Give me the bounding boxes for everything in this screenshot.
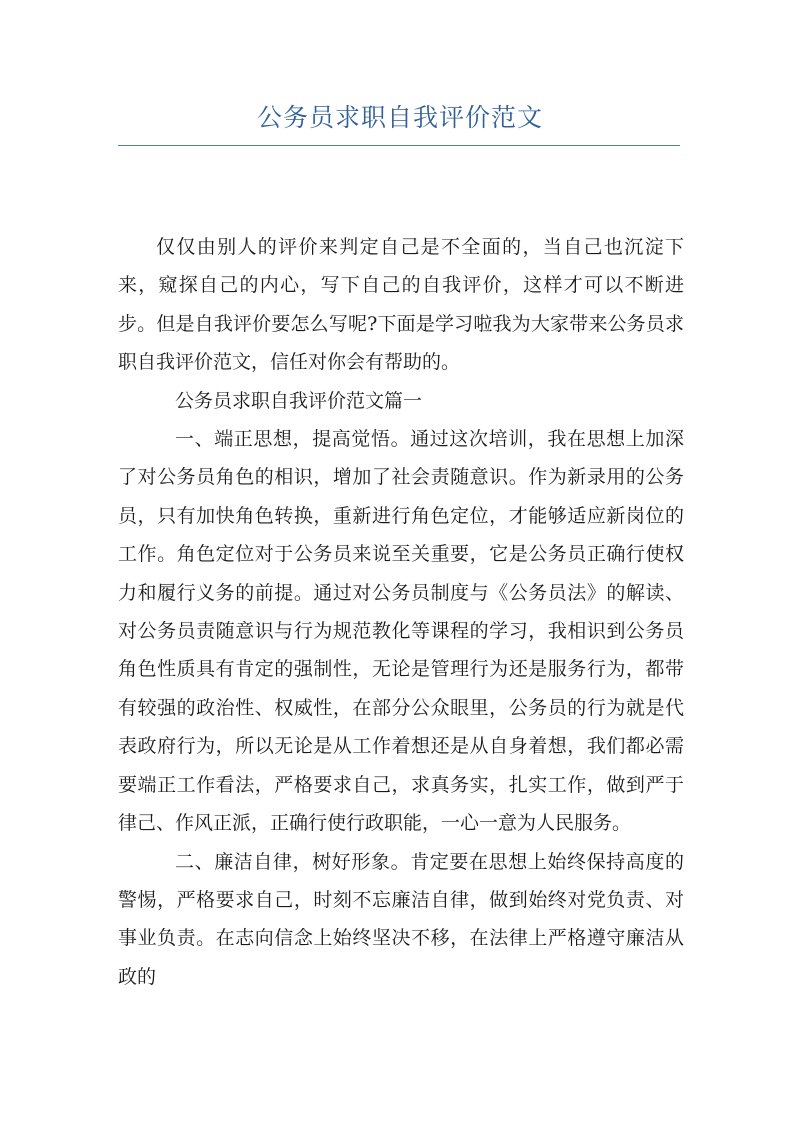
document-title: 公务员求职自我评价范文 (256, 103, 543, 132)
title-divider (118, 145, 680, 146)
intro-paragraph: 仅仅由别人的评价来判定自己是不全面的，当自己也沉淀下来，窥探自己的内心，写下自己的自我评价，这样才可以不断进步。但是自我评价要怎么写呢?下面是学习啦我为大家带来公务员求职自我评价范文，信任对你会有帮助的。 (118, 236, 684, 374)
document-body (118, 228, 684, 996)
body-paragraph: 二、廉洁自律，树好形象。肯定要在思想上始终保持高度的警惕，严格要求自己，时刻不忘廉洁自律，做到始终对党负责、对事业负责。在志向信念上始终坚决不移，在法律上严格遵守廉洁从政的 (118, 850, 684, 988)
body-paragraph: 一、端正思想，提高觉悟。通过这次培训，我在思想上加深了对公务员角色的相识，增加了社会责随意识。作为新录用的公务员，只有加快角色转换，重新进行角色定位，才能够适应新岗位的工作。角色定位对于公务员来说至关重要，它是公务员正确行使权力和履行义务的前提。通过对公务员制度与《公务员法》的解读、对公务员责随意识与行为规范教化等课程的学习，我相识到公务员角色性质具有肯定的强制性，无论是管理行为还是服务行为，都带有较强的政治性、权威性，在部分公众眼里，公务员的行为就是代表政府行为，所以无论是从工作着想还是从自身着想，我们都必需要端正工作看法，严格要求自己，求真务实，扎实工作，做到严于律己、作风正派，正确行使行政职能，一心一意为人民服务。 (118, 428, 684, 835)
section-heading: 公务员求职自我评价范文篇一 (175, 389, 423, 412)
